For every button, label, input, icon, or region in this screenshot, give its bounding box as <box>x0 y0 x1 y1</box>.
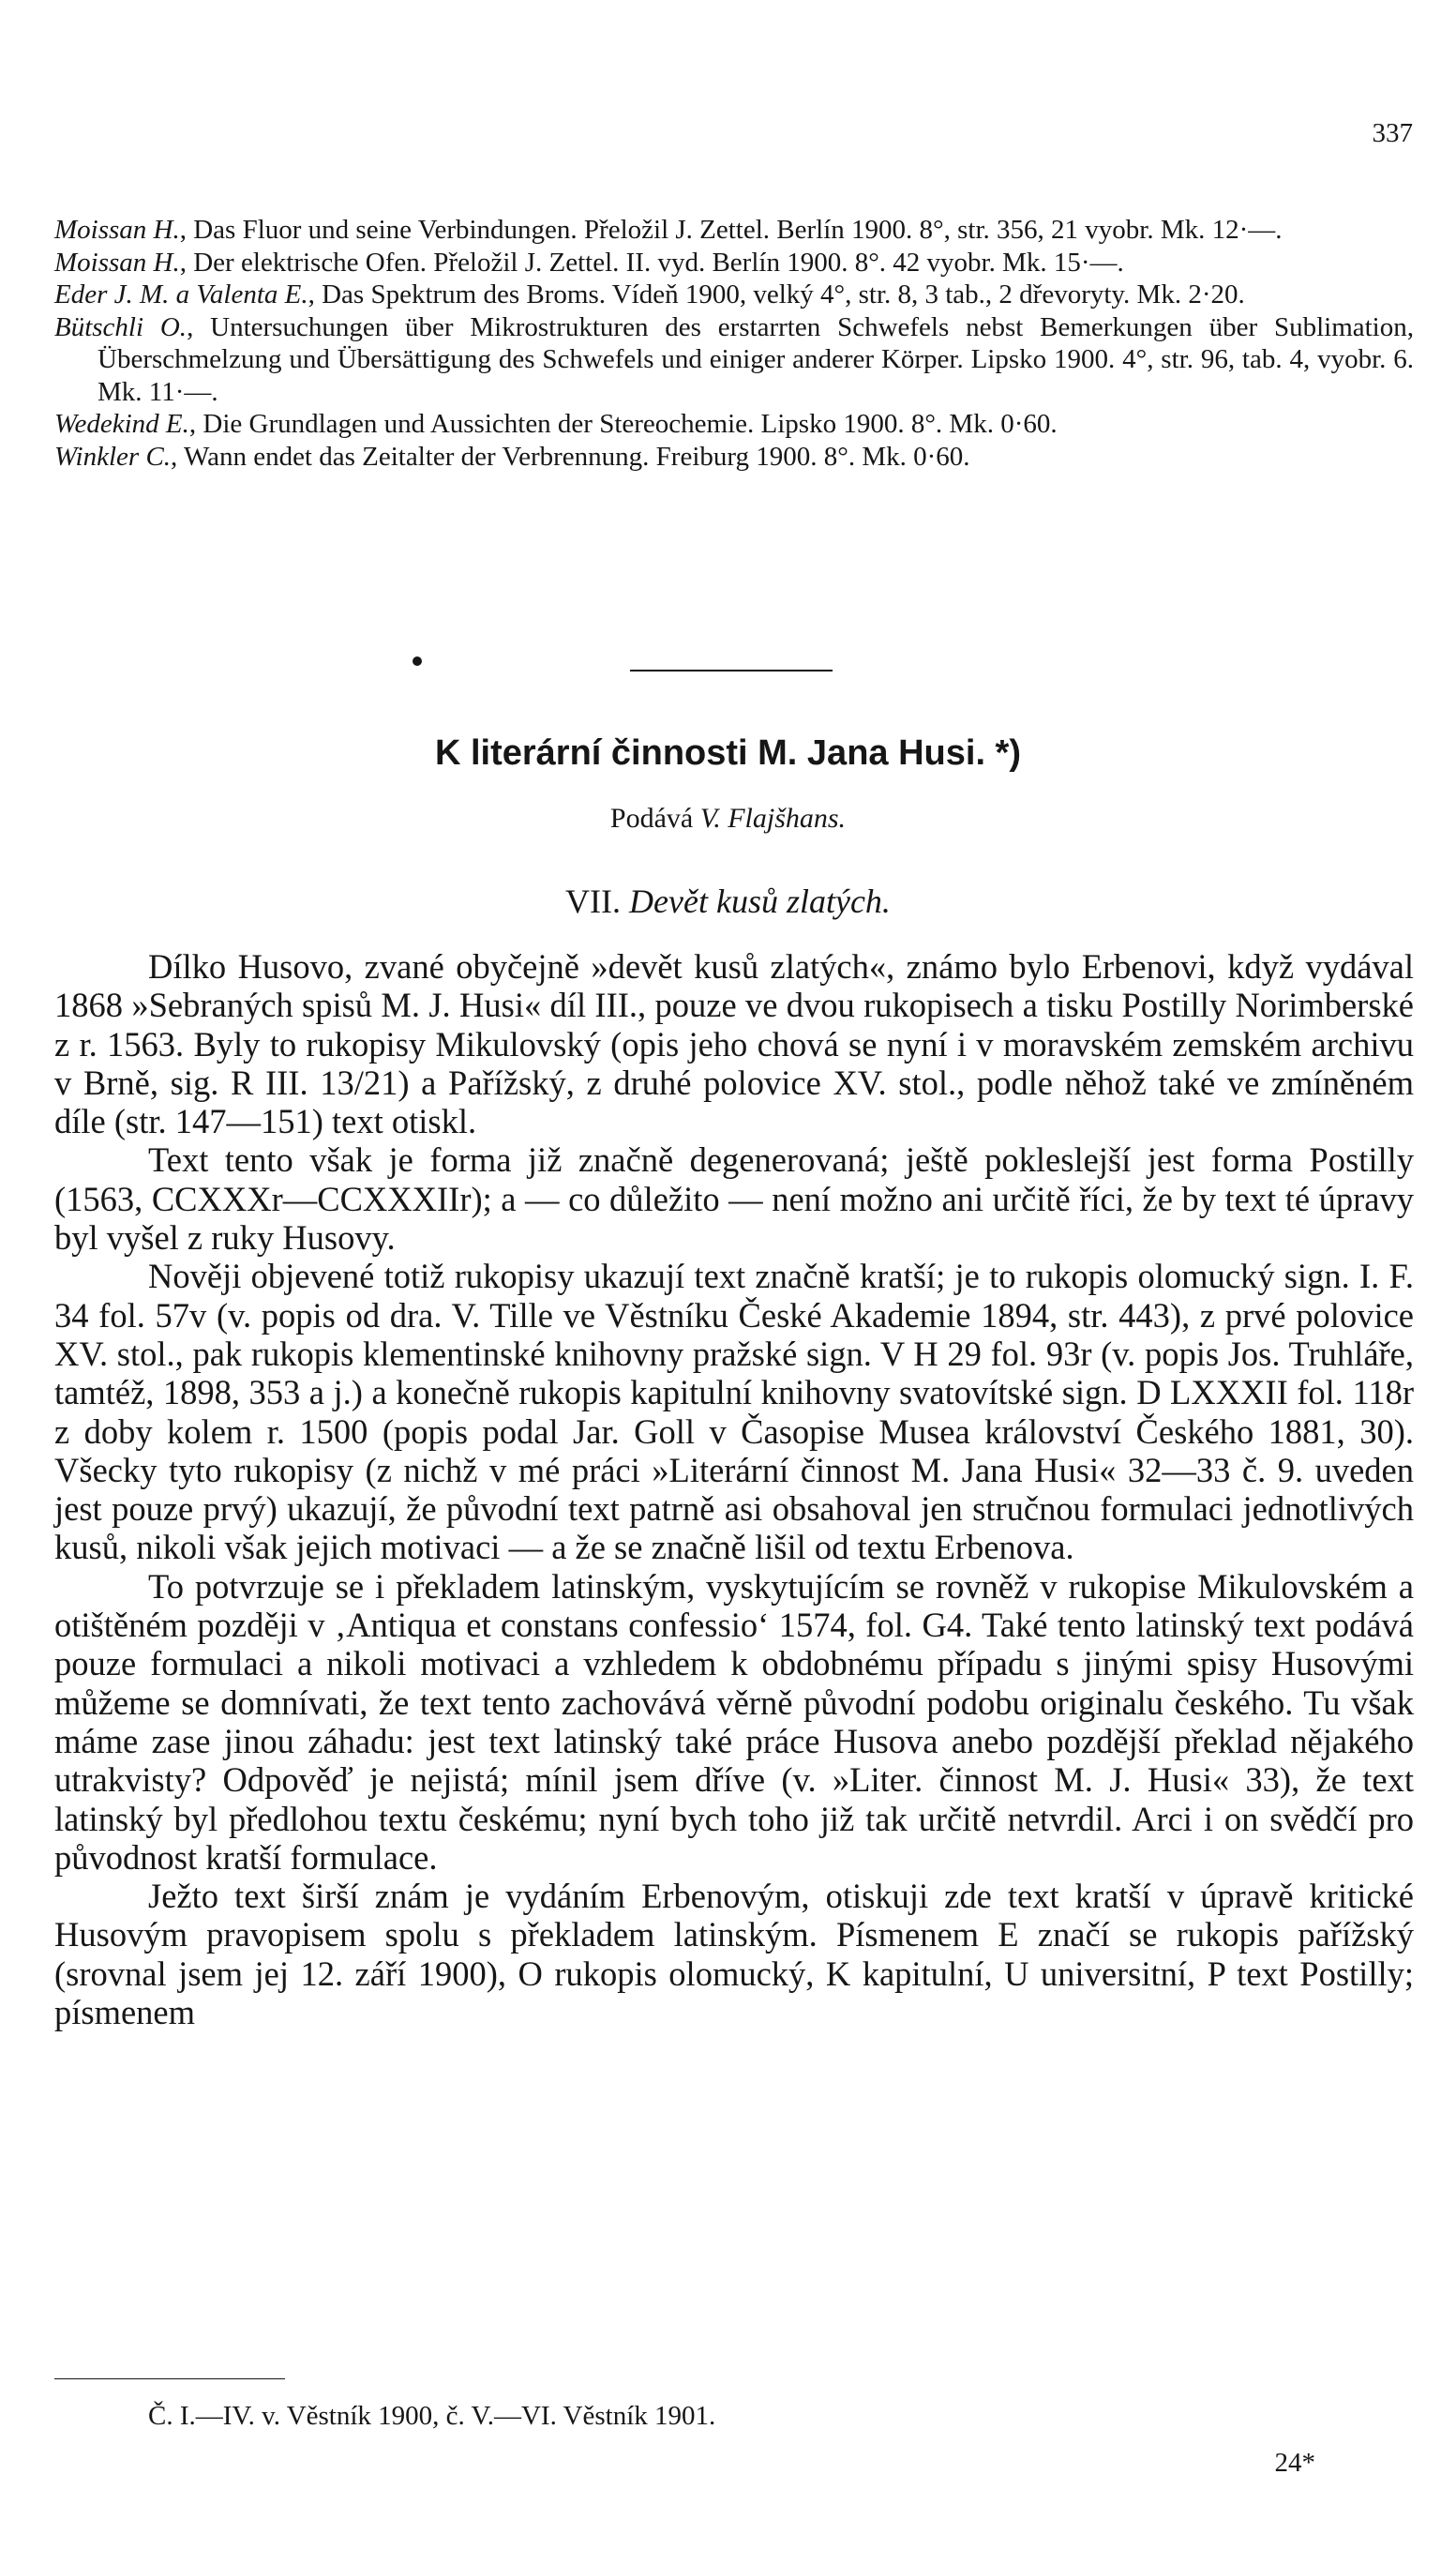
bibliography-list <box>54 214 1414 473</box>
bibliography-entry <box>54 279 1414 311</box>
bib-author: Wedekind E. <box>54 409 189 439</box>
paragraph: Nověji objevené totiž rukopisy ukazují text značně kratší; je to rukopis olomucký sign. I. F. 34 fol. 57v (v. popis od dra. V. Tille ve Věstníku České Akademie 1894, str. 443), z prvé polovice XV. stol., pak rukopis klementinské knihovny pražské sign. V H 29 fol. 93r (v. popis Jos. Truhláře, tamtéž, 1898, 353 a j.) a konečně rukopis kapitulní knihovny svatovítské sign. D LXXXII fol. 118r z doby kolem r. 1500 (popis podal Jar. Goll v Časopise Musea království Českého 1881, 30). Všecky tyto rukopisy (z nichž v mé práci »Literární činnost M. Jana Husi« 32—33 č. 9. uveden jest pouze prvý) ukazují, že původní text patrně asi obsahoval jen stručnou formulaci jednotlivých kusů, nikoli však jejich motivaci — a že se značně lišil od textu Erbenova. <box>54 1257 1414 1567</box>
bib-text: , Der elektrische Ofen. Přeložil J. Zettel. II. vyd. Berlín 1900. 8°. 42 vyobr. Mk. 15·—. <box>179 247 1124 278</box>
chapter-heading <box>0 882 1456 921</box>
footnote: Č. I.—IV. v. Věstník 1900, č. V.—VI. Věstník 1901. <box>148 2401 716 2431</box>
bib-author: Eder J. M. a Valenta E. <box>54 279 308 309</box>
bib-text: , Wann endet das Zeitalter der Verbrennung. Freiburg 1900. 8°. Mk. 0·60. <box>171 441 970 472</box>
footnote-rule <box>54 2378 285 2379</box>
chapter-title: Devět kusů zlatých. <box>629 883 891 920</box>
bib-text: , Das Fluor und seine Verbindungen. Přeložil J. Zettel. Berlín 1900. 8°, str. 356, 21 vyobr. Mk. 12·—. <box>179 215 1283 245</box>
paragraph: Text tento však je forma již značně degenerovaná; ještě pokleslejší jest forma Postilly (1563, CCXXXr—CCXXXIIr); a — co důležito — není možno ani určitě říci, že by text té úpravy byl vyšel z ruky Husovy. <box>54 1140 1414 1258</box>
chapter-number: VII. <box>565 883 630 920</box>
bibliography-entry <box>54 408 1414 441</box>
bib-text: , Untersuchungen über Mikrostrukturen des erstarrten Schwefels nebst Bemerkungen über Sublimation, Überschmelzung und Übersättigung des Schwefels und einiger anderer Körper. Lipsko 1900. 4°, str. 96, tab. 4, vyobr. 6. Mk. 11·—. <box>98 311 1414 407</box>
printer-signature: 24* <box>1274 2448 1315 2478</box>
divider-dot <box>413 656 422 666</box>
author-name: V. Flajšhans. <box>699 803 847 834</box>
page-number: 337 <box>1372 118 1413 148</box>
section-divider <box>630 670 833 671</box>
paragraph: Ježto text širší znám je vydáním Erbenovým, otiskuji zde text kratší v úpravě kritické Husovým pravopisem spolu s překladem latinským. Písmenem E značí se rukopis pařížský (srovnal jsem jej 12. září 1900), O rukopis olomucký, K kapitulní, U universitní, P text Postilly; písmenem <box>54 1877 1414 2032</box>
bibliography-entry <box>54 441 1414 474</box>
bib-author: Moissan H. <box>54 215 180 245</box>
paragraph: Dílko Husovo, zvané obyčejně »devět kusů zlatých«, známo bylo Erbenovi, když vydával 1868 »Sebraných spisů M. J. Husi« díl III., pouze ve dvou rukopisech a tisku Postilly Norimberské z r. 1563. Byly to rukopisy Mikulovský (opis jeho chová se nyní i v moravském zemském archivu v Brně, sig. R III. 13/21) a Pařížský, z druhé polovice XV. stol., podle něhož také ve zmíněném díle (str. 147—151) text otiskl. <box>54 947 1414 1141</box>
bib-text: , Das Spektrum des Broms. Vídeň 1900, velký 4°, str. 8, 3 tab., 2 dřevoryty. Mk. 2·20. <box>308 279 1245 309</box>
bibliography-entry <box>54 311 1414 409</box>
bibliography-entry <box>54 214 1414 247</box>
bibliography-entry <box>54 247 1414 279</box>
bib-author: Bütschli O. <box>54 311 188 342</box>
bib-author: Winkler C. <box>54 441 172 472</box>
paragraph: To potvrzuje se i překladem latinským, vyskytujícím se rovněž v rukopise Mikulovském a otištěném později v ‚Antiqua et constans confessio‘ 1574, fol. G4. Také tento latinský text podává pouze formulaci a nikoli motivaci a vzhledem k obdobnému případu s jinými spisy Husovými můžeme se domnívati, že text tento zachovává věrně původní podobu originalu českého. Tu však máme zase jinou záhadu: jest text latinský také práce Husova anebo pozdější překlad nějakého utrakvisty? Odpověď je nejistá; mínil jsem dříve (v. »Liter. činnost M. J. Husi« 33), že text latinský byl předlohou textu českému; nyní bych toho již tak určitě netvrdil. Arci i on svědčí pro původnost kratší formulace. <box>54 1566 1414 1877</box>
bib-text: , Die Grundlagen und Aussichten der Stereochemie. Lipsko 1900. 8°. Mk. 0·60. <box>188 409 1058 439</box>
bib-author: Moissan H. <box>54 247 180 278</box>
byline <box>0 803 1456 835</box>
article-body <box>54 947 1414 2031</box>
byline-prefix: Podává <box>609 803 700 834</box>
article-title: K literární činnosti M. Jana Husi. *) <box>434 733 1021 773</box>
